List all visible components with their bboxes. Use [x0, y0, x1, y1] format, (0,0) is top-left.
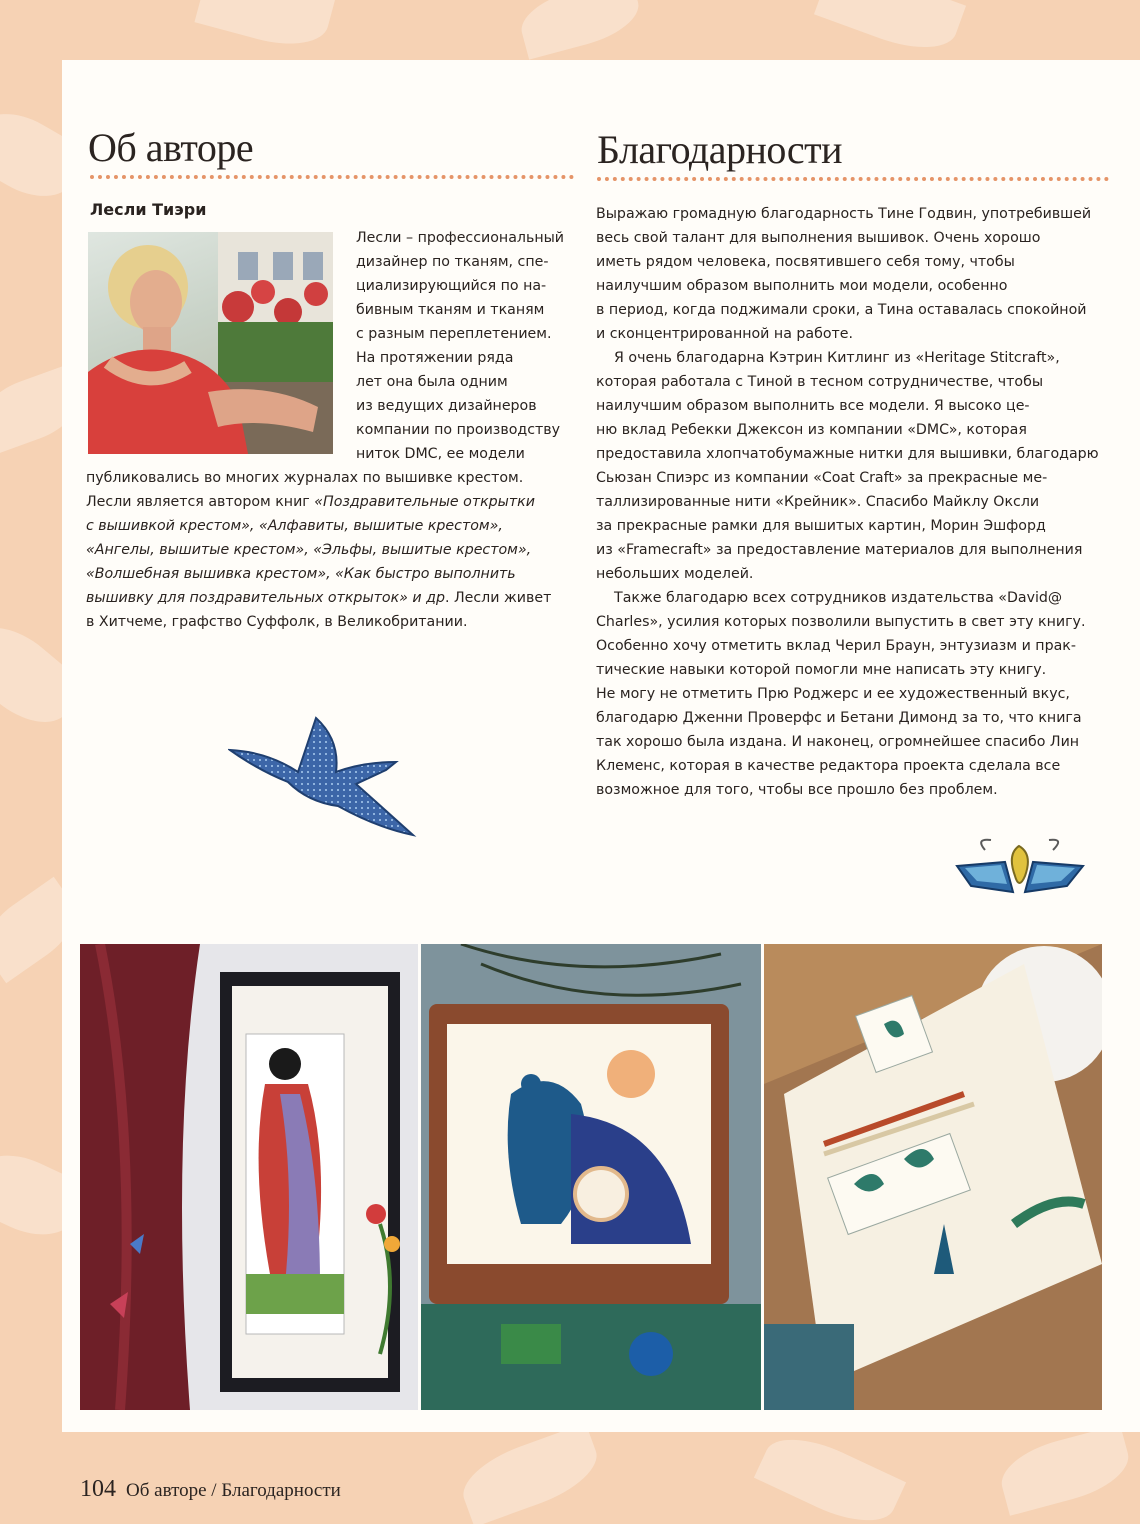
bio-line: бивным тканям и тканям — [356, 302, 545, 318]
thanks-line: Клеменс, которая в качестве редактора проекта сделала все — [596, 758, 1061, 774]
thanks-line: наилучшим образом выполнить все модели. Я высоко це- — [596, 398, 1030, 414]
bio-line: ниток DMC, ее модели — [356, 446, 525, 462]
thanks-line: за прекрасные рамки для вышитых картин, Морин Эшфорд — [596, 518, 1046, 534]
bio-line: компании по производству — [356, 422, 561, 438]
author-bio-full — [86, 466, 576, 634]
author-name: Лесли Тиэри — [90, 200, 207, 219]
thanks-line: наилучшим образом выполнить мои модели, особенно — [596, 278, 1008, 294]
thanks-body — [596, 202, 1116, 802]
thanks-line: Также благодарю всех сотрудников издательства «David@ — [596, 590, 1063, 606]
bio-line: из ведущих дизайнеров — [356, 398, 537, 414]
thanks-line: ню вклад Ребекки Джексон из компании «DMC», которая — [596, 422, 1027, 438]
thanks-line: в период, когда поджимали сроки, а Тина оставалась спокойной — [596, 302, 1087, 318]
bio-text: . Лесли живет — [444, 590, 552, 606]
bio-line: Лесли – профессиональный — [356, 230, 565, 246]
bio-line: в Хитчеме, графство Суффолк, в Великобритании. — [86, 614, 468, 630]
thanks-line: и сконцентрированной на работе. — [596, 326, 854, 342]
about-title: Об авторе — [88, 125, 254, 170]
bio-line: дизайнер по тканям, спе- — [356, 254, 549, 270]
thanks-line: Выражаю громадную благодарность Тине Годвин, употребившей — [596, 206, 1092, 222]
embroidered-butterfly-icon — [955, 832, 1085, 902]
book-titles: «Поздравительные открытки — [314, 494, 535, 510]
thanks-line: которая работала с Тиной в тесном сотрудничестве, чтобы — [596, 374, 1044, 390]
thanks-line: тические навыки которой помогли мне написать эту книгу. — [596, 662, 1047, 678]
bio-line: циализирующийся по на- — [356, 278, 547, 294]
page-number: 104 — [80, 1476, 116, 1502]
thanks-line: Charles», усилия которых позволили выпустить в свет эту книгу. — [596, 614, 1086, 630]
thanks-line: Я очень благодарна Кэтрин Китлинг из «Heritage Stitcraft», — [596, 350, 1060, 366]
leaf-embroidery-photo — [764, 944, 1102, 1410]
bio-line: с разным переплетением. — [356, 326, 552, 342]
thanks-line: таллизированные нити «Крейник». Спасибо Майклу Оксли — [596, 494, 1040, 510]
thanks-line: из «Framecraft» за предоставление материалов для выполнения — [596, 542, 1083, 558]
author-photo — [88, 232, 333, 454]
bio-line: лет она была одним — [356, 374, 508, 390]
thanks-title: Благодарности — [597, 127, 843, 172]
bio-line: публиковались во многих журналах по вышивке крестом. — [86, 470, 524, 486]
book-titles: «Волшебная вышивка крестом», «Как быстро выполнить — [86, 566, 516, 582]
thanks-line: Особенно хочу отметить вклад Черил Браун, энтузиазм и прак- — [596, 638, 1076, 654]
book-titles: «Ангелы, вышитые крестом», «Эльфы, вышитые крестом», — [86, 542, 532, 558]
thanks-line: возможное для того, чтобы все прошло без проблем. — [596, 782, 998, 798]
thanks-line: иметь рядом человека, посвятившего себя тому, чтобы — [596, 254, 1015, 270]
peacock-embroidery-photo — [421, 944, 761, 1410]
embroidered-bird-icon — [228, 710, 418, 840]
about-title-divider — [90, 175, 574, 179]
thanks-title-divider — [597, 177, 1109, 181]
running-title: Об авторе / Благодарности — [126, 1480, 341, 1501]
thanks-line: небольших моделей. — [596, 566, 754, 582]
thanks-line: предоставила хлопчатобумажные нитки для вышивки, благодарю — [596, 446, 1099, 462]
bio-line — [86, 586, 576, 610]
thanks-line: Сьюзан Спиэрс из компании «Coat Craft» за прекрасные ме- — [596, 470, 1048, 486]
thanks-line: Не могу не отметить Прю Роджерс и ее художественный вкус, — [596, 686, 1070, 702]
bio-text: Лесли является автором книг — [86, 494, 315, 510]
thanks-line: благодарю Дженни Проверфс и Бетани Димонд за то, что книга — [596, 710, 1082, 726]
thanks-line: так хорошо была издана. И наконец, огромнейшее спасибо Лин — [596, 734, 1080, 750]
bio-line: На протяжении ряда — [356, 350, 514, 366]
photo-strip — [80, 944, 1102, 1410]
geisha-embroidery-photo — [80, 944, 418, 1410]
book-titles: с вышивкой крестом», «Алфавиты, вышитые крестом», — [86, 518, 503, 534]
author-bio-wrapped — [356, 226, 576, 466]
page-footer — [80, 1476, 341, 1503]
bio-line — [86, 490, 576, 514]
thanks-line: весь свой талант для выполнения вышивок. Очень хорошо — [596, 230, 1041, 246]
book-titles: вышивку для поздравительных открыток» и др — [86, 590, 445, 606]
